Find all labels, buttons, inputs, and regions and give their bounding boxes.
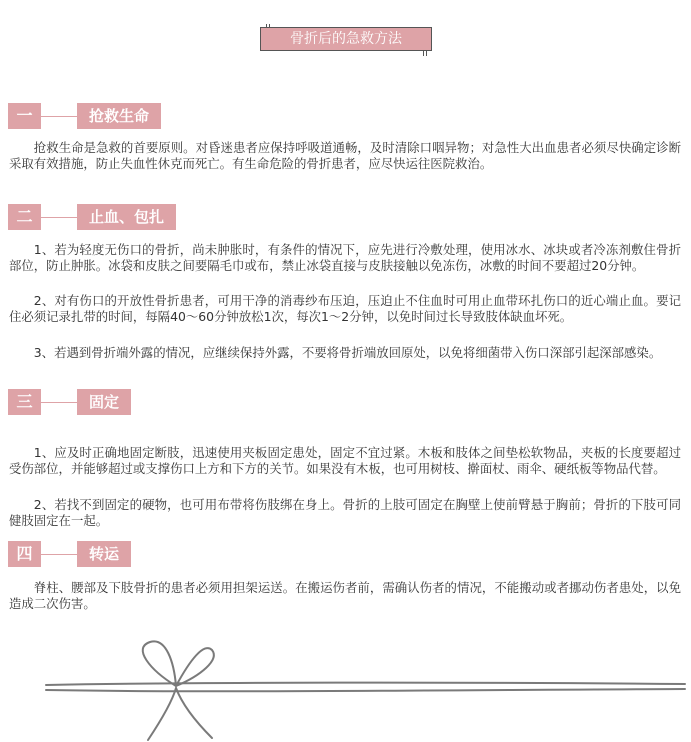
section-connector	[41, 217, 77, 218]
section-number: 三	[8, 389, 41, 415]
section-number: 一	[8, 103, 41, 129]
bow-tail-right	[176, 688, 212, 738]
section-1-paragraph-1: 抢救生命是急救的首要原则。对昏迷患者应保持呼吸道通畅，及时清除口咽异物；对急性大出血患者必须尽快确定诊断采取有效措施，防止失血性休克而死亡。有生命危险的骨折患者，应尽快运往医院救治。	[9, 140, 681, 171]
section-connector	[41, 116, 77, 117]
bow-loop-right	[176, 648, 214, 686]
section-2-paragraph-2: 2、对有伤口的开放性骨折患者，可用干净的消毒纱布压迫，压迫止不住血时可用止血带环扎伤口的近心端止血。要记住必须记录扎带的时间，每隔40～60分钟放松1次，每次1～2分钟，以免时间过长导致肢体缺血坏死。	[9, 293, 681, 324]
section-connector	[41, 554, 77, 555]
section-header-4	[8, 541, 268, 567]
section-connector	[41, 402, 77, 403]
section-number: 二	[8, 204, 41, 230]
ribbon-line-top	[46, 683, 685, 685]
section-3-paragraph-2: 2、若找不到固定的硬物，也可用布带将伤肢绑在身上。骨折的上肢可固定在胸壁上使前臂悬于胸前；骨折的下肢可同健肢固定在一起。	[9, 497, 681, 528]
section-header-2	[8, 204, 268, 230]
section-3-paragraph-1: 1、应及时正确地固定断肢，迅速使用夹板固定患处，固定不宜过紧。木板和肢体之间垫松软物品，夹板的长度要超过受伤部位，并能够超过或支撑伤口上方和下方的关节。如果没有木板，也可用树枝、擀面杖、雨伞、硬纸板等物品代替。	[9, 445, 681, 476]
section-header-1	[8, 103, 268, 129]
section-2-paragraph-1: 1、若为轻度无伤口的骨折，尚未肿胀时，有条件的情况下，应先进行冷敷处理，使用冰水、冰块或者冷冻剂敷住骨折部位，防止肿胀。冰袋和皮肤之间要隔毛巾或布，禁止冰袋直接与皮肤接触以免冻伤，冰敷的时间不要超过20分钟。	[9, 242, 681, 273]
bow-loop-left	[143, 641, 176, 686]
title-block	[260, 24, 434, 56]
section-4-paragraph-1: 脊柱、腰部及下肢骨折的患者必须用担架运送。在搬运伤者前，需确认伤者的情况，不能搬动或者挪动伤者患处，以免造成二次伤害。	[9, 580, 681, 611]
section-heading: 固定	[77, 389, 131, 415]
section-heading: 抢救生命	[77, 103, 161, 129]
ribbon-line-bottom	[46, 689, 685, 691]
bow-tail-left	[148, 688, 176, 740]
page-title: 骨折后的急救方法	[260, 27, 432, 51]
bow-ribbon-decoration	[0, 630, 691, 742]
section-2-paragraph-3: 3、若遇到骨折端外露的情况，应继续保持外露，不要将骨折端放回原处，以免将细菌带入伤口深部引起深部感染。	[33, 345, 662, 360]
section-header-3	[8, 389, 268, 415]
section-number: 四	[8, 541, 41, 567]
section-heading: 转运	[77, 541, 131, 567]
section-heading: 止血、包扎	[77, 204, 176, 230]
